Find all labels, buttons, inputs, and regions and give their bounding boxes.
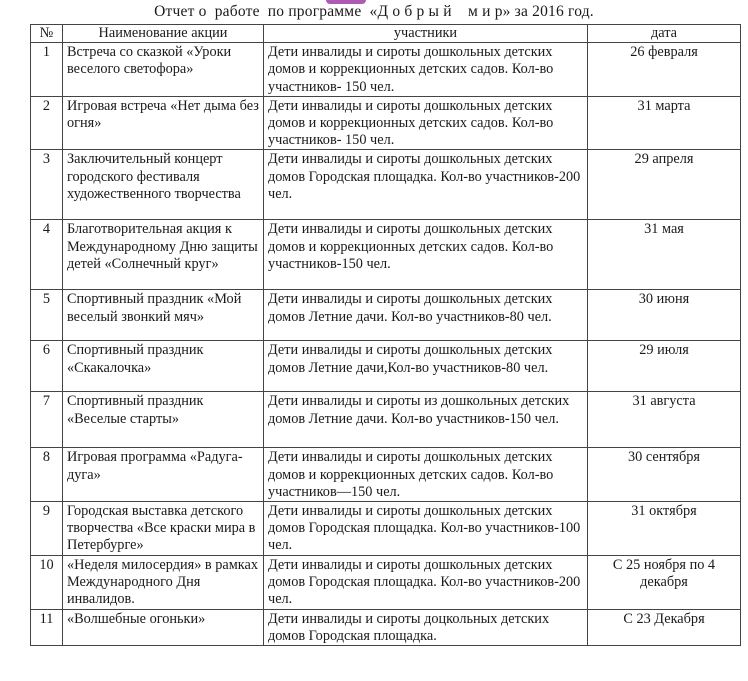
header-date: дата xyxy=(588,25,741,43)
table-row xyxy=(31,220,741,290)
row-participants: Дети инвалиды и сироты дошкольных детских домов Летние дачи. Кол-во участников-80 чел. xyxy=(264,290,588,341)
row-name: Благотворительная акция к Международному Дню защиты детей «Солнечный круг» xyxy=(63,220,264,290)
row-participants: Дети инвалиды и сироты дошкольных детских домов Летние дачи,Кол-во участников-80 чел. xyxy=(264,341,588,392)
table-row xyxy=(31,96,741,150)
row-date: 29 апреля xyxy=(588,150,741,220)
table-row xyxy=(31,502,741,556)
row-participants: Дети инвалиды и сироты доцкольных детских домов Городская площадка. xyxy=(264,609,588,645)
row-name: «Неделя милосердия» в рамках Международного Дня инвалидов. xyxy=(63,555,264,609)
row-date: 31 октября xyxy=(588,502,741,556)
row-participants: Дети инвалиды и сироты из дошкольных детских домов Летние дачи. Кол-во участников-150 чел. xyxy=(264,392,588,448)
row-num: 2 xyxy=(31,96,63,150)
row-participants: Дети инвалиды и сироты дошкольных детских домов и коррекционных детских садов. Кол-во участников—150 чел. xyxy=(264,448,588,502)
row-num: 8 xyxy=(31,448,63,502)
row-name: Заключительный концерт городского фестиваля художественного творчества xyxy=(63,150,264,220)
row-num: 9 xyxy=(31,502,63,556)
header-name: Наименование акции xyxy=(63,25,264,43)
row-num: 4 xyxy=(31,220,63,290)
table-row xyxy=(31,555,741,609)
row-participants: Дети инвалиды и сироты дошкольных детских домов и коррекционных детских садов. Кол-во участников- 150 чел. xyxy=(264,43,588,97)
row-num: 11 xyxy=(31,609,63,645)
row-participants: Дети инвалиды и сироты дошкольных детских домов Городская площадка. Кол-во участников-100 чел. xyxy=(264,502,588,556)
row-num: 3 xyxy=(31,150,63,220)
document-title: Отчет о работе по программе «Д о б р ы й м и р» за 2016 год. xyxy=(154,3,594,20)
row-num: 10 xyxy=(31,555,63,609)
row-num: 7 xyxy=(31,392,63,448)
header-num: № xyxy=(31,25,63,43)
row-name: Спортивный праздник «Скакалочка» xyxy=(63,341,264,392)
row-participants: Дети инвалиды и сироты дошкольных детских домов Городская площадка. Кол-во участников-200 чел. xyxy=(264,555,588,609)
table-row xyxy=(31,290,741,341)
row-name: Встреча со сказкой «Уроки веселого светофора» xyxy=(63,43,264,97)
row-date: 29 июля xyxy=(588,341,741,392)
table-row xyxy=(31,448,741,502)
header-participants: участники xyxy=(264,25,588,43)
table-row xyxy=(31,43,741,97)
row-participants: Дети инвалиды и сироты дошкольных детских домов Городская площадка. Кол-во участников-200 чел. xyxy=(264,150,588,220)
row-name: «Волшебные огоньки» xyxy=(63,609,264,645)
header-row xyxy=(31,25,741,43)
row-date: 31 марта xyxy=(588,96,741,150)
row-num: 6 xyxy=(31,341,63,392)
row-date: 31 мая xyxy=(588,220,741,290)
table-row xyxy=(31,609,741,645)
row-date: С 23 Декабря xyxy=(588,609,741,645)
table-row xyxy=(31,392,741,448)
table-row xyxy=(31,341,741,392)
row-participants: Дети инвалиды и сироты дошкольных детских домов и коррекционных детских садов. Кол-во участников-150 чел. xyxy=(264,220,588,290)
row-date: 26 февраля xyxy=(588,43,741,97)
row-date: 30 июня xyxy=(588,290,741,341)
row-date: С 25 ноября по 4 декабря xyxy=(588,555,741,609)
row-num: 5 xyxy=(31,290,63,341)
row-name: Спортивный праздник «Веселые старты» xyxy=(63,392,264,448)
row-name: Игровая встреча «Нет дыма без огня» xyxy=(63,96,264,150)
table-row xyxy=(31,150,741,220)
row-name: Городская выставка детского творчества «Все краски мира в Петербурге» xyxy=(63,502,264,556)
row-date: 30 сентября xyxy=(588,448,741,502)
row-participants: Дети инвалиды и сироты дошкольных детских домов и коррекционных детских садов. Кол-во участников- 150 чел. xyxy=(264,96,588,150)
row-name: Игровая программа «Радуга-дуга» xyxy=(63,448,264,502)
report-table xyxy=(30,24,741,646)
row-name: Спортивный праздник «Мой веселый звонкий мяч» xyxy=(63,290,264,341)
row-num: 1 xyxy=(31,43,63,97)
row-date: 31 августа xyxy=(588,392,741,448)
